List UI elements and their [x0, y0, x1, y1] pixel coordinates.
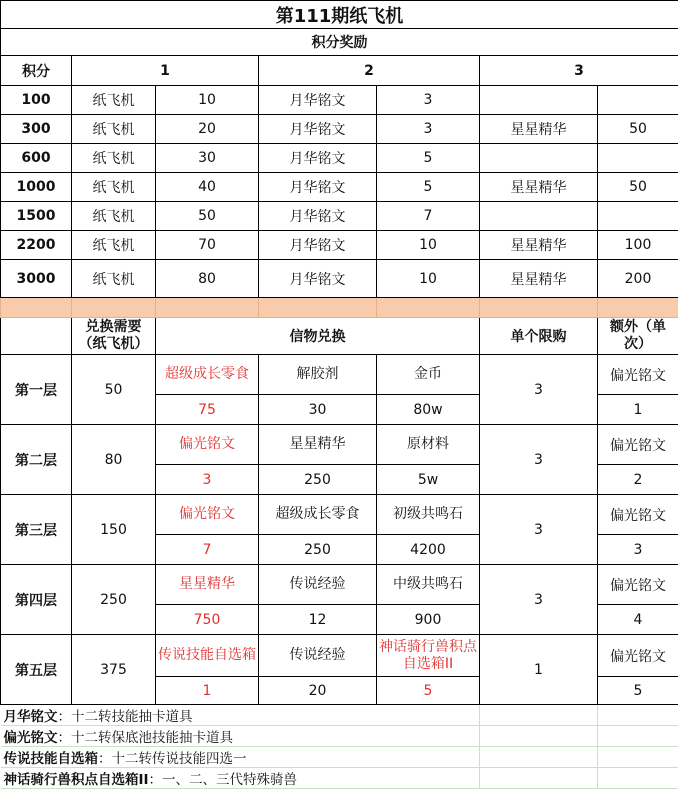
exchange-qty[interactable]: 7 [156, 535, 259, 565]
note-sep: ： [58, 709, 72, 725]
exchange-item[interactable]: 偏光铭文 [156, 495, 259, 535]
header-tier-1[interactable]: 1 [72, 56, 259, 86]
note-key: 月华铭文 [4, 709, 58, 725]
layer-name[interactable]: 第三层 [1, 495, 72, 565]
reward-item[interactable]: 星星精华 [480, 115, 598, 144]
extra-qty[interactable]: 1 [598, 395, 678, 425]
empty-cell[interactable] [598, 768, 678, 789]
note-key: 偏光铭文 [4, 730, 58, 746]
separator-cell[interactable] [377, 298, 480, 318]
exchange-qty[interactable]: 30 [259, 395, 377, 425]
exchange-qty[interactable]: 5w [377, 465, 480, 495]
layer-limit[interactable]: 3 [480, 495, 598, 565]
layer-cost[interactable]: 50 [72, 355, 156, 425]
reward-qty[interactable]: 200 [598, 260, 678, 298]
note-key: 神话骑行兽积点自选箱II [4, 772, 149, 788]
layer-limit[interactable]: 1 [480, 635, 598, 705]
note-row [1, 768, 678, 789]
note-text[interactable] [1, 768, 377, 789]
points-value[interactable]: 1500 [1, 202, 72, 231]
reward-qty[interactable]: 5 [377, 144, 480, 173]
exchange-qty[interactable]: 4200 [377, 535, 480, 565]
exchange-item[interactable]: 传说经验 [259, 565, 377, 605]
reward-qty[interactable]: 3 [377, 86, 480, 115]
exchange-item[interactable]: 中级共鸣石 [377, 565, 480, 605]
extra-qty[interactable]: 3 [598, 535, 678, 565]
reward-item[interactable] [480, 144, 598, 173]
reward-item[interactable]: 月华铭文 [259, 144, 377, 173]
reward-qty[interactable] [598, 86, 678, 115]
reward-item[interactable]: 纸飞机 [72, 115, 156, 144]
note-row [1, 726, 678, 747]
points-row [1, 86, 678, 115]
header-blank[interactable] [1, 318, 72, 355]
note-text[interactable] [1, 747, 377, 768]
header-tier-2[interactable]: 2 [259, 56, 480, 86]
reward-qty[interactable]: 70 [156, 231, 259, 260]
reward-qty[interactable]: 7 [377, 202, 480, 231]
exchange-qty[interactable]: 20 [259, 677, 377, 705]
exchange-item[interactable]: 传说经验 [259, 635, 377, 677]
layer-name[interactable]: 第四层 [1, 565, 72, 635]
note-row [1, 705, 678, 726]
reward-item[interactable]: 月华铭文 [259, 231, 377, 260]
exchange-qty[interactable]: 3 [156, 465, 259, 495]
layer-limit[interactable]: 3 [480, 425, 598, 495]
exchange-qty[interactable]: 750 [156, 605, 259, 635]
section-title[interactable]: 积分奖励 [1, 29, 678, 56]
reward-item[interactable]: 纸飞机 [72, 231, 156, 260]
exchange-item[interactable]: 超级成长零食 [156, 355, 259, 395]
separator-cell[interactable] [259, 298, 377, 318]
extra-item[interactable]: 偏光铭文 [598, 565, 678, 605]
exchange-item[interactable]: 偏光铭文 [156, 425, 259, 465]
points-row [1, 260, 678, 298]
exchange-item[interactable]: 传说技能自选箱 [156, 635, 259, 677]
reward-qty[interactable] [598, 144, 678, 173]
reward-qty[interactable]: 50 [598, 115, 678, 144]
exchange-header-row [1, 318, 678, 355]
exchange-item[interactable]: 原材料 [377, 425, 480, 465]
reward-item[interactable]: 月华铭文 [259, 115, 377, 144]
separator-cell[interactable] [480, 298, 598, 318]
exchange-qty[interactable]: 250 [259, 465, 377, 495]
note-desc: 十二转传说技能四选一 [112, 751, 247, 767]
header-extra[interactable]: 额外（单次） [598, 318, 678, 355]
reward-item[interactable]: 月华铭文 [259, 173, 377, 202]
reward-item[interactable]: 星星精华 [480, 231, 598, 260]
separator-row [1, 298, 678, 318]
reward-item[interactable]: 纸飞机 [72, 86, 156, 115]
header-cost[interactable]: 兑换需要（纸飞机） [72, 318, 156, 355]
reward-qty[interactable]: 10 [377, 260, 480, 298]
section-title-row [1, 29, 678, 56]
layer-limit[interactable]: 3 [480, 355, 598, 425]
note-key: 传说技能自选箱 [4, 751, 99, 767]
header-limit[interactable]: 单个限购 [480, 318, 598, 355]
empty-cell[interactable] [377, 747, 480, 768]
layer-row [1, 495, 678, 535]
points-value[interactable]: 100 [1, 86, 72, 115]
reward-item[interactable]: 纸飞机 [72, 173, 156, 202]
separator-cell[interactable] [72, 298, 156, 318]
points-row [1, 144, 678, 173]
note-sep: ： [98, 751, 112, 767]
note-text[interactable] [1, 726, 377, 747]
reward-item[interactable]: 纸飞机 [72, 260, 156, 298]
exchange-qty[interactable]: 1 [156, 677, 259, 705]
empty-cell[interactable] [377, 726, 480, 747]
header-tier-3[interactable]: 3 [480, 56, 678, 86]
empty-cell[interactable] [480, 726, 598, 747]
points-value[interactable]: 1000 [1, 173, 72, 202]
extra-item[interactable]: 偏光铭文 [598, 635, 678, 677]
note-desc: 十二转技能抽卡道具 [71, 709, 193, 725]
reward-item[interactable]: 星星精华 [480, 173, 598, 202]
empty-cell[interactable] [598, 726, 678, 747]
reward-item[interactable] [480, 86, 598, 115]
extra-qty[interactable]: 5 [598, 677, 678, 705]
points-row [1, 115, 678, 144]
exchange-item[interactable]: 解胶剂 [259, 355, 377, 395]
separator-cell[interactable] [1, 298, 72, 318]
note-desc: 十二转保底池技能抽卡道具 [71, 730, 233, 746]
layer-row [1, 425, 678, 465]
points-value[interactable]: 600 [1, 144, 72, 173]
layer-cost[interactable]: 80 [72, 425, 156, 495]
layer-cost[interactable]: 150 [72, 495, 156, 565]
reward-qty[interactable]: 3 [377, 115, 480, 144]
layer-row [1, 635, 678, 677]
layer-row [1, 355, 678, 395]
separator-cell[interactable] [156, 298, 259, 318]
note-sep: ： [149, 772, 163, 788]
header-points[interactable]: 积分 [1, 56, 72, 86]
empty-cell[interactable] [377, 768, 480, 789]
exchange-item[interactable]: 初级共鸣石 [377, 495, 480, 535]
title-row [1, 1, 678, 29]
reward-qty[interactable]: 10 [377, 231, 480, 260]
reward-item[interactable]: 月华铭文 [259, 86, 377, 115]
extra-item[interactable]: 偏光铭文 [598, 355, 678, 395]
reward-item[interactable]: 纸飞机 [72, 202, 156, 231]
exchange-qty[interactable]: 250 [259, 535, 377, 565]
separator-cell[interactable] [598, 298, 678, 318]
sheet-title[interactable]: 第111期纸飞机 [1, 1, 678, 29]
points-row [1, 202, 678, 231]
exchange-item[interactable]: 星星精华 [259, 425, 377, 465]
points-value[interactable]: 3000 [1, 260, 72, 298]
points-row [1, 173, 678, 202]
extra-qty[interactable]: 4 [598, 605, 678, 635]
note-sep: ： [58, 730, 72, 746]
points-value[interactable]: 300 [1, 115, 72, 144]
extra-item[interactable]: 偏光铭文 [598, 425, 678, 465]
exchange-qty[interactable]: 12 [259, 605, 377, 635]
extra-qty[interactable]: 2 [598, 465, 678, 495]
reward-qty[interactable]: 10 [156, 86, 259, 115]
empty-cell[interactable] [598, 747, 678, 768]
exchange-item[interactable]: 超级成长零食 [259, 495, 377, 535]
reward-qty[interactable]: 80 [156, 260, 259, 298]
layer-name[interactable]: 第五层 [1, 635, 72, 705]
reward-qty[interactable]: 40 [156, 173, 259, 202]
reward-qty[interactable]: 50 [156, 202, 259, 231]
layer-cost[interactable]: 375 [72, 635, 156, 705]
exchange-qty[interactable]: 900 [377, 605, 480, 635]
reward-qty[interactable]: 30 [156, 144, 259, 173]
exchange-item[interactable]: 神话骑行兽积点自选箱II [377, 635, 480, 677]
reward-item[interactable]: 月华铭文 [259, 260, 377, 298]
exchange-item[interactable]: 星星精华 [156, 565, 259, 605]
header-items[interactable]: 信物兑换 [156, 318, 480, 355]
empty-cell[interactable] [480, 705, 598, 726]
points-header-row [1, 56, 678, 86]
reward-qty[interactable]: 100 [598, 231, 678, 260]
layer-cost[interactable]: 250 [72, 565, 156, 635]
empty-cell[interactable] [598, 705, 678, 726]
layer-name[interactable]: 第一层 [1, 355, 72, 425]
exchange-qty[interactable]: 5 [377, 677, 480, 705]
layer-name[interactable]: 第二层 [1, 425, 72, 495]
reward-item[interactable]: 星星精华 [480, 260, 598, 298]
reward-item[interactable]: 纸飞机 [72, 144, 156, 173]
exchange-item[interactable]: 金币 [377, 355, 480, 395]
empty-cell[interactable] [377, 705, 480, 726]
reward-qty[interactable] [598, 202, 678, 231]
layer-limit[interactable]: 3 [480, 565, 598, 635]
extra-item[interactable]: 偏光铭文 [598, 495, 678, 535]
reward-qty[interactable]: 50 [598, 173, 678, 202]
exchange-qty[interactable]: 75 [156, 395, 259, 425]
reward-item[interactable] [480, 202, 598, 231]
note-desc: 一、二、三代特殊骑兽 [162, 772, 297, 788]
reward-qty[interactable]: 5 [377, 173, 480, 202]
points-row [1, 231, 678, 260]
points-value[interactable]: 2200 [1, 231, 72, 260]
layer-row [1, 565, 678, 605]
reward-item[interactable]: 月华铭文 [259, 202, 377, 231]
exchange-qty[interactable]: 80w [377, 395, 480, 425]
empty-cell[interactable] [480, 747, 598, 768]
note-row [1, 747, 678, 768]
note-text[interactable] [1, 705, 377, 726]
reward-qty[interactable]: 20 [156, 115, 259, 144]
empty-cell[interactable] [480, 768, 598, 789]
